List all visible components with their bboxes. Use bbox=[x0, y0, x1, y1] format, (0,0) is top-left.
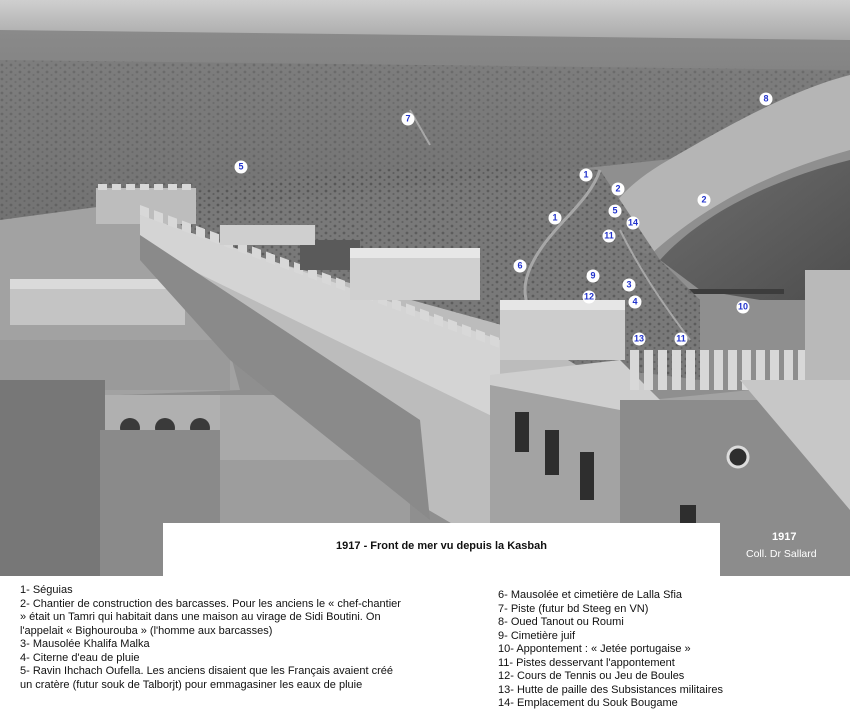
legend-item: 3- Mausolée Khalifa Malka bbox=[20, 638, 150, 650]
legend-item: 4- Citerne d'eau de pluie bbox=[20, 651, 140, 664]
map-marker: 6 bbox=[514, 260, 527, 273]
photo-caption: 1917 - Front de mer vu depuis la Kasbah bbox=[336, 540, 547, 552]
map-marker: 9 bbox=[587, 270, 600, 283]
caption-box bbox=[163, 523, 720, 576]
photo-credit: Coll. Dr Sallard bbox=[746, 548, 817, 560]
legend-right-column bbox=[498, 589, 828, 711]
map-marker: 3 bbox=[623, 279, 636, 292]
map-marker: 10 bbox=[737, 301, 748, 312]
legend-item: 9- Cimetière juif bbox=[498, 629, 576, 642]
map-marker: 7 bbox=[402, 113, 415, 126]
map-marker: 5 bbox=[235, 161, 248, 174]
map-marker: 1 bbox=[549, 212, 562, 225]
legend-item: 13- Hutte de paille des Subsistances militaires bbox=[498, 683, 724, 696]
photo-year: 1917 bbox=[772, 531, 797, 543]
legend-item: 11- Pistes desservant l'appontement bbox=[498, 656, 675, 669]
legend-item: 6- Mausolée et cimetière de Lalla Sfia bbox=[498, 589, 683, 601]
legend-item: 7- Piste (futur bd Steeg en VN) bbox=[498, 602, 649, 615]
legend-item: 14- Emplacement du Souk Bougame bbox=[498, 697, 678, 709]
legend-item: 10- Appontement : « Jetée portugaise » bbox=[498, 643, 691, 655]
map-marker: 8 bbox=[760, 93, 773, 106]
map-marker: 14 bbox=[627, 217, 638, 228]
map-marker: 2 bbox=[612, 183, 625, 196]
map-marker: 12 bbox=[583, 291, 594, 302]
map-marker: 2 bbox=[698, 194, 711, 207]
legend-item: 8- Oued Tanout ou Roumi bbox=[498, 616, 624, 628]
map-marker: 4 bbox=[629, 296, 642, 309]
map-marker: 1 bbox=[580, 169, 593, 182]
map-marker: 13 bbox=[633, 333, 644, 344]
map-marker: 5 bbox=[609, 205, 622, 218]
legend-item: 5- Ravin Ihchach Oufella. Les anciens disaient que les Français avaient créé un cratère (futur souk de Talborjt) pour emmagasiner les eaux de pluie bbox=[20, 665, 393, 691]
legend-left-column bbox=[20, 584, 406, 692]
legend-item: 1- Séguias bbox=[20, 584, 73, 596]
legend-item: 2- Chantier de construction des barcasses. Pour les anciens le « chef-chantier » était un Tamri qui habitait dans une maison au virage de Sidi Boutini. On l'appelait « Bighourouba » (l'homme aux barcasses) bbox=[20, 597, 401, 637]
map-marker: 11 bbox=[676, 333, 686, 344]
legend-item: 12- Cours de Tennis ou Jeu de Boules bbox=[498, 670, 685, 682]
map-marker: 11 bbox=[604, 230, 614, 241]
